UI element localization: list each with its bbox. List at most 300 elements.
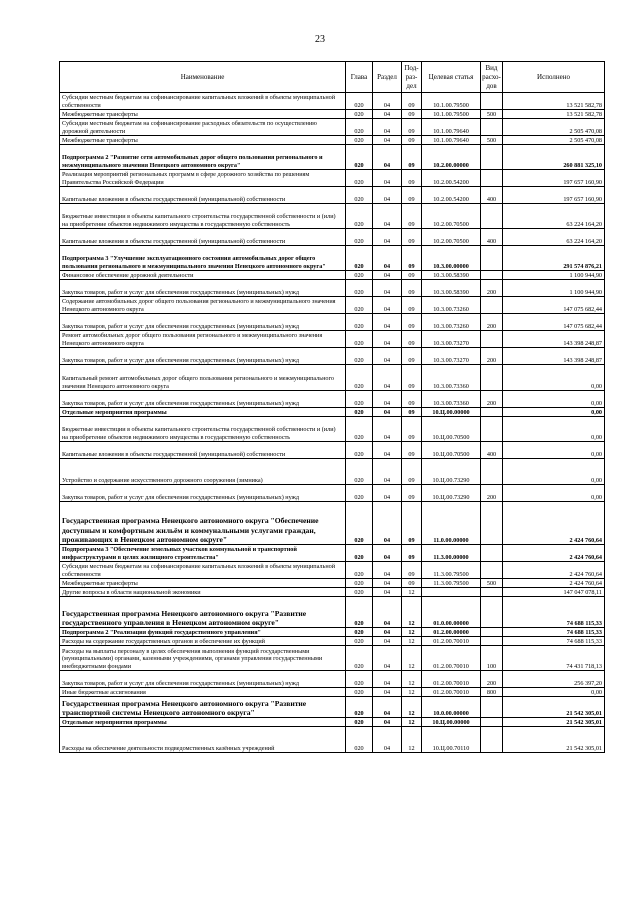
- row-name: Расходы на выплаты персоналу в целях обеспечения выполнения функций государственными (муниципальными) органами, казенными учреждениями, органами управления государственными внебюджетными фондами: [60, 646, 346, 671]
- row-subsection: 09: [402, 442, 422, 459]
- row-executed: 74 688 115,33: [503, 628, 605, 637]
- row-executed: 0,00: [503, 688, 605, 697]
- row-expense-type: [481, 628, 503, 637]
- row-chapter: 020: [346, 246, 373, 271]
- row-executed: 1 100 944,90: [503, 271, 605, 280]
- row-section: 04: [373, 727, 402, 753]
- table-row: [60, 637, 605, 646]
- row-target: 10.3.00.73270: [422, 331, 481, 348]
- row-executed: 13 521 582,78: [503, 93, 605, 110]
- table-row: [60, 145, 605, 170]
- table-row: [60, 579, 605, 588]
- row-name: Закупка товаров, работ и услуг для обеспечения государственных (муниципальных) нужд: [60, 280, 346, 297]
- row-expense-type: [481, 502, 503, 545]
- row-target: 10.0.00.00000: [422, 697, 481, 718]
- table-row: [60, 280, 605, 297]
- row-expense-type: [481, 365, 503, 391]
- row-subsection: 09: [402, 246, 422, 271]
- row-section: 04: [373, 170, 402, 187]
- row-name: Субсидии местным бюджетам на софинансирование капитальных вложений в объекты муниципальной собственности: [60, 562, 346, 579]
- row-expense-type: 400: [481, 187, 503, 204]
- row-executed: 256 397,20: [503, 671, 605, 688]
- row-executed: 2 424 760,64: [503, 545, 605, 562]
- row-subsection: 09: [402, 187, 422, 204]
- row-target: 10.1.00.79640: [422, 119, 481, 136]
- row-name: Капитальные вложения в объекты государственной (муниципальной) собственности: [60, 442, 346, 459]
- row-chapter: 020: [346, 637, 373, 646]
- row-subsection: 12: [402, 727, 422, 753]
- row-executed: 291 574 876,21: [503, 246, 605, 271]
- row-expense-type: [481, 246, 503, 271]
- row-expense-type: [481, 637, 503, 646]
- row-chapter: 020: [346, 187, 373, 204]
- row-expense-type: [481, 408, 503, 417]
- table-row: [60, 408, 605, 417]
- table-row: [60, 688, 605, 697]
- table-row: [60, 545, 605, 562]
- table-row: [60, 93, 605, 110]
- row-executed: 2 424 760,64: [503, 579, 605, 588]
- row-chapter: 020: [346, 579, 373, 588]
- row-chapter: 020: [346, 348, 373, 365]
- row-subsection: 12: [402, 646, 422, 671]
- row-chapter: 020: [346, 485, 373, 502]
- table-row: [60, 110, 605, 119]
- row-chapter: 020: [346, 545, 373, 562]
- row-chapter: 020: [346, 442, 373, 459]
- row-target: 10.Ц.00.73290: [422, 459, 481, 485]
- row-name: Капитальные вложения в объекты государственной (муниципальной) собственности: [60, 187, 346, 204]
- row-target: 10.2.00.54200: [422, 187, 481, 204]
- row-section: 04: [373, 331, 402, 348]
- row-expense-type: [481, 562, 503, 579]
- row-expense-type: [481, 727, 503, 753]
- row-expense-type: 400: [481, 442, 503, 459]
- row-name: Подпрограмма 3 "Улучшение эксплуатационного состояния автомобильных дорог общего пользования регионального и межмуниципального значения Ненецкого автономного округа": [60, 246, 346, 271]
- row-name: Государственная программа Ненецкого автономного округа "Развитие государственного управления в Ненецком автономном округе": [60, 597, 346, 628]
- row-chapter: 020: [346, 119, 373, 136]
- row-name: Государственная программа Ненецкого автономного округа "Обеспечение доступным и комфортным жильём и коммунальными услугами граждан, проживающих в Ненецком автономном округе": [60, 502, 346, 545]
- row-name: Отдельные мероприятия программы: [60, 408, 346, 417]
- row-target: 01.2.00.70010: [422, 688, 481, 697]
- row-expense-type: [481, 417, 503, 442]
- row-chapter: 020: [346, 671, 373, 688]
- row-executed: 2 424 760,64: [503, 562, 605, 579]
- row-chapter: 020: [346, 628, 373, 637]
- row-target: 01.2.00.00000: [422, 628, 481, 637]
- table-row: [60, 697, 605, 718]
- row-chapter: 020: [346, 562, 373, 579]
- row-name: Отдельные мероприятия программы: [60, 718, 346, 727]
- row-target: 10.3.00.73360: [422, 391, 481, 408]
- row-subsection: 12: [402, 688, 422, 697]
- row-section: 04: [373, 502, 402, 545]
- row-expense-type: [481, 93, 503, 110]
- row-expense-type: 500: [481, 579, 503, 588]
- row-target: 10.2.00.70500: [422, 204, 481, 229]
- header-chapter: Глава: [346, 62, 373, 93]
- row-executed: 74 688 115,33: [503, 597, 605, 628]
- row-name: Межбюджетные трансферты: [60, 110, 346, 119]
- row-executed: 197 657 160,90: [503, 170, 605, 187]
- row-expense-type: 200: [481, 391, 503, 408]
- row-name: Бюджетные инвестиции в объекты капитального строительства государственной собственности и (или) на приобретение объектов недвижимого имущества в государственную собственность: [60, 417, 346, 442]
- row-executed: 0,00: [503, 391, 605, 408]
- row-expense-type: [481, 145, 503, 170]
- row-chapter: 020: [346, 391, 373, 408]
- row-target: 10.2.00.70500: [422, 229, 481, 246]
- row-chapter: 020: [346, 314, 373, 331]
- row-target: 10.3.00.73260: [422, 314, 481, 331]
- row-target: 10.2.00.00000: [422, 145, 481, 170]
- row-expense-type: 500: [481, 110, 503, 119]
- table-row: [60, 588, 605, 597]
- table-row: [60, 417, 605, 442]
- row-expense-type: [481, 545, 503, 562]
- row-chapter: 020: [346, 271, 373, 280]
- row-executed: 63 224 164,20: [503, 229, 605, 246]
- row-section: 04: [373, 110, 402, 119]
- row-subsection: 09: [402, 136, 422, 145]
- row-subsection: 09: [402, 545, 422, 562]
- header-subsection: Под- раз- дел: [402, 62, 422, 93]
- row-expense-type: 200: [481, 314, 503, 331]
- row-target: 10.Ц.00.70500: [422, 442, 481, 459]
- row-name: Межбюджетные трансферты: [60, 579, 346, 588]
- row-subsection: 09: [402, 170, 422, 187]
- row-expense-type: 200: [481, 671, 503, 688]
- row-section: 04: [373, 562, 402, 579]
- row-subsection: 09: [402, 348, 422, 365]
- row-section: 04: [373, 697, 402, 718]
- row-target: 10.3.00.73260: [422, 297, 481, 314]
- row-target: 10.Ц.00.70500: [422, 417, 481, 442]
- row-name: Расходы на обеспечение деятельности подведомственных казённых учреждений: [60, 727, 346, 753]
- row-executed: 1 100 944,90: [503, 280, 605, 297]
- table-row: [60, 646, 605, 671]
- row-name: Реализация мероприятий региональных программ в сфере дорожного хозяйства по решениям Правительства Российской Федерации: [60, 170, 346, 187]
- row-expense-type: 800: [481, 688, 503, 697]
- row-name: Подпрограмма 2 "Реализация функций государственного управления": [60, 628, 346, 637]
- row-target: 01.2.00.70010: [422, 671, 481, 688]
- row-name: Межбюджетные трансферты: [60, 136, 346, 145]
- row-section: 04: [373, 718, 402, 727]
- row-section: 04: [373, 365, 402, 391]
- table-row: [60, 562, 605, 579]
- row-target: 01.2.00.70010: [422, 646, 481, 671]
- table-row: [60, 136, 605, 145]
- row-chapter: 020: [346, 459, 373, 485]
- row-section: 04: [373, 391, 402, 408]
- row-subsection: 09: [402, 110, 422, 119]
- row-section: 04: [373, 204, 402, 229]
- row-target: 10.2.00.54200: [422, 170, 481, 187]
- header-expense-type: Вид расхо- дов: [481, 62, 503, 93]
- row-chapter: 020: [346, 646, 373, 671]
- row-section: 04: [373, 246, 402, 271]
- row-chapter: 020: [346, 697, 373, 718]
- row-section: 04: [373, 579, 402, 588]
- row-chapter: 020: [346, 718, 373, 727]
- row-chapter: 020: [346, 136, 373, 145]
- row-chapter: 020: [346, 110, 373, 119]
- row-executed: 0,00: [503, 365, 605, 391]
- row-name: Другие вопросы в области национальной экономики: [60, 588, 346, 597]
- row-subsection: 09: [402, 229, 422, 246]
- row-expense-type: [481, 697, 503, 718]
- row-target: 11.3.00.00000: [422, 545, 481, 562]
- table-row: [60, 331, 605, 348]
- row-subsection: 09: [402, 271, 422, 280]
- row-chapter: 020: [346, 588, 373, 597]
- row-subsection: 09: [402, 417, 422, 442]
- row-subsection: 09: [402, 119, 422, 136]
- row-target: 10.Ц.00.70110: [422, 727, 481, 753]
- row-executed: 197 657 160,90: [503, 187, 605, 204]
- row-name: Закупка товаров, работ и услуг для обеспечения государственных (муниципальных) нужд: [60, 671, 346, 688]
- row-name: Ремонт автомобильных дорог общего пользования регионального и межмуниципального значения Ненецкого автономного округа: [60, 331, 346, 348]
- row-section: 04: [373, 93, 402, 110]
- row-section: 04: [373, 280, 402, 297]
- table-row: [60, 459, 605, 485]
- row-subsection: 09: [402, 502, 422, 545]
- row-expense-type: [481, 718, 503, 727]
- table-row: [60, 271, 605, 280]
- row-chapter: 020: [346, 145, 373, 170]
- row-executed: 63 224 164,20: [503, 204, 605, 229]
- row-section: 04: [373, 688, 402, 697]
- row-section: 04: [373, 229, 402, 246]
- row-target: 11.3.00.79500: [422, 579, 481, 588]
- row-executed: 74 431 718,13: [503, 646, 605, 671]
- row-subsection: 09: [402, 365, 422, 391]
- row-expense-type: [481, 331, 503, 348]
- row-name: Устройство и содержание искусственного дорожного сооружения (зимника): [60, 459, 346, 485]
- row-subsection: 09: [402, 331, 422, 348]
- header-section: Раздел: [373, 62, 402, 93]
- row-expense-type: [481, 119, 503, 136]
- row-section: 04: [373, 637, 402, 646]
- row-executed: 0,00: [503, 442, 605, 459]
- row-section: 04: [373, 187, 402, 204]
- row-chapter: 020: [346, 280, 373, 297]
- table-row: [60, 442, 605, 459]
- row-subsection: 12: [402, 697, 422, 718]
- row-expense-type: [481, 597, 503, 628]
- row-name: Расходы на содержание государственных органов и обеспечение их функций: [60, 637, 346, 646]
- row-subsection: 12: [402, 637, 422, 646]
- row-subsection: 09: [402, 459, 422, 485]
- row-chapter: 020: [346, 331, 373, 348]
- row-subsection: 12: [402, 718, 422, 727]
- row-section: 04: [373, 145, 402, 170]
- header-name: Наименование: [60, 62, 346, 93]
- row-executed: 21 542 305,01: [503, 718, 605, 727]
- row-name: Закупка товаров, работ и услуг для обеспечения государственных (муниципальных) нужд: [60, 314, 346, 331]
- table-row: [60, 204, 605, 229]
- row-expense-type: [481, 170, 503, 187]
- row-subsection: 09: [402, 391, 422, 408]
- row-chapter: 020: [346, 502, 373, 545]
- row-section: 04: [373, 271, 402, 280]
- row-target: 11.0.00.00000: [422, 502, 481, 545]
- row-expense-type: 200: [481, 280, 503, 297]
- row-subsection: 09: [402, 579, 422, 588]
- row-section: 04: [373, 119, 402, 136]
- row-target: 10.3.00.58390: [422, 280, 481, 297]
- row-section: 04: [373, 314, 402, 331]
- table-row: [60, 391, 605, 408]
- row-expense-type: [481, 459, 503, 485]
- budget-table: [59, 61, 605, 753]
- row-executed: 2 424 760,64: [503, 502, 605, 545]
- row-target: 10.1.00.79500: [422, 93, 481, 110]
- row-name: Закупка товаров, работ и услуг для обеспечения государственных (муниципальных) нужд: [60, 485, 346, 502]
- row-name: Содержание автомобильных дорог общего пользования регионального и межмуниципального значения Ненецкого автономного округа: [60, 297, 346, 314]
- row-subsection: 09: [402, 297, 422, 314]
- row-subsection: 09: [402, 408, 422, 417]
- row-expense-type: [481, 271, 503, 280]
- row-name: Закупка товаров, работ и услуг для обеспечения государственных (муниципальных) нужд: [60, 348, 346, 365]
- table-row: [60, 119, 605, 136]
- row-expense-type: 400: [481, 229, 503, 246]
- row-executed: 0,00: [503, 408, 605, 417]
- row-chapter: 020: [346, 170, 373, 187]
- row-executed: 147 047 078,11: [503, 588, 605, 597]
- row-subsection: 09: [402, 485, 422, 502]
- row-name: Иные бюджетные ассигнования: [60, 688, 346, 697]
- row-name: Закупка товаров, работ и услуг для обеспечения государственных (муниципальных) нужд: [60, 391, 346, 408]
- row-section: 04: [373, 671, 402, 688]
- row-chapter: 020: [346, 408, 373, 417]
- row-section: 04: [373, 348, 402, 365]
- table-row: [60, 170, 605, 187]
- table-row: [60, 718, 605, 727]
- row-subsection: 12: [402, 671, 422, 688]
- row-target: 01.2.00.70010: [422, 637, 481, 646]
- row-subsection: 09: [402, 314, 422, 331]
- row-section: 04: [373, 297, 402, 314]
- row-chapter: 020: [346, 365, 373, 391]
- table-row: [60, 502, 605, 545]
- row-name: Капитальные вложения в объекты государственной (муниципальной) собственности: [60, 229, 346, 246]
- row-target: 10.1.00.79640: [422, 136, 481, 145]
- row-expense-type: [481, 204, 503, 229]
- table-row: [60, 671, 605, 688]
- table-row: [60, 597, 605, 628]
- row-subsection: 12: [402, 628, 422, 637]
- row-name: Капитальный ремонт автомобильных дорог общего пользования регионального и межмуниципального значения Ненецкого автономного округа: [60, 365, 346, 391]
- row-section: 04: [373, 417, 402, 442]
- row-chapter: 020: [346, 204, 373, 229]
- row-subsection: 12: [402, 597, 422, 628]
- row-target: 10.Ц.00.73290: [422, 485, 481, 502]
- row-section: 04: [373, 545, 402, 562]
- row-executed: 0,00: [503, 417, 605, 442]
- table-row: [60, 365, 605, 391]
- table-row: [60, 348, 605, 365]
- row-target: 10.Ц.00.00000: [422, 408, 481, 417]
- row-expense-type: 500: [481, 136, 503, 145]
- row-section: 04: [373, 628, 402, 637]
- row-expense-type: 200: [481, 348, 503, 365]
- row-subsection: 09: [402, 204, 422, 229]
- row-executed: 143 398 248,87: [503, 348, 605, 365]
- table-row: [60, 485, 605, 502]
- row-executed: 260 881 325,10: [503, 145, 605, 170]
- row-executed: 0,00: [503, 459, 605, 485]
- table-row: [60, 297, 605, 314]
- row-section: 04: [373, 408, 402, 417]
- row-section: 04: [373, 597, 402, 628]
- row-name: Субсидии местным бюджетам на софинансирование капитальных вложений в объекты муниципальной собственности: [60, 93, 346, 110]
- row-name: Субсидии местным бюджетам на софинансирование расходных обязательств по осуществлению дорожной деятельности: [60, 119, 346, 136]
- row-executed: 13 521 582,78: [503, 110, 605, 119]
- row-subsection: 09: [402, 280, 422, 297]
- table-row: [60, 246, 605, 271]
- table-header-row: [60, 62, 605, 93]
- row-name: Финансовое обеспечение дорожной деятельности: [60, 271, 346, 280]
- row-name: Государственная программа Ненецкого автономного округа "Развитие транспортной системы Ненецкого автономного округа": [60, 697, 346, 718]
- row-executed: 147 075 682,44: [503, 297, 605, 314]
- row-executed: 0,00: [503, 485, 605, 502]
- row-executed: 21 542 305,01: [503, 697, 605, 718]
- row-section: 04: [373, 588, 402, 597]
- row-section: 04: [373, 442, 402, 459]
- row-target: 11.3.00.79500: [422, 562, 481, 579]
- row-executed: 21 542 305,01: [503, 727, 605, 753]
- row-section: 04: [373, 459, 402, 485]
- table-row: [60, 187, 605, 204]
- row-expense-type: 200: [481, 485, 503, 502]
- row-section: 04: [373, 136, 402, 145]
- row-target: 10.1.00.79500: [422, 110, 481, 119]
- row-expense-type: [481, 588, 503, 597]
- row-subsection: 09: [402, 562, 422, 579]
- row-chapter: 020: [346, 229, 373, 246]
- row-executed: 143 398 248,87: [503, 331, 605, 348]
- row-chapter: 020: [346, 93, 373, 110]
- table-row: [60, 229, 605, 246]
- page-number: 23: [315, 34, 325, 45]
- header-executed: Исполнено: [503, 62, 605, 93]
- row-name: Подпрограмма 3 "Обеспечение земельных участков коммунальной и транспортной инфраструктурами в целях жилищного строительства": [60, 545, 346, 562]
- table-row: [60, 314, 605, 331]
- row-executed: 2 505 470,08: [503, 136, 605, 145]
- header-target: Целевая статья: [422, 62, 481, 93]
- row-section: 04: [373, 485, 402, 502]
- row-section: 04: [373, 646, 402, 671]
- row-executed: 2 505 470,08: [503, 119, 605, 136]
- row-expense-type: 100: [481, 646, 503, 671]
- row-subsection: 12: [402, 588, 422, 597]
- row-executed: 147 075 682,44: [503, 314, 605, 331]
- table-row: [60, 628, 605, 637]
- row-chapter: 020: [346, 597, 373, 628]
- row-name: Бюджетные инвестиции в объекты капитального строительства государственной собственности и (или) на приобретение объектов недвижимого имущества в государственную собственность: [60, 204, 346, 229]
- row-target: 10.3.00.00000: [422, 246, 481, 271]
- row-chapter: 020: [346, 727, 373, 753]
- table-row: [60, 727, 605, 753]
- row-expense-type: [481, 297, 503, 314]
- row-chapter: 020: [346, 417, 373, 442]
- row-target: 10.3.00.58390: [422, 271, 481, 280]
- row-chapter: 020: [346, 297, 373, 314]
- row-name: Подпрограмма 2 "Развитие сети автомобильных дорог общего пользования регионального и межмуниципального значения Ненецкого автономного округа": [60, 145, 346, 170]
- row-target: 01.0.00.00000: [422, 597, 481, 628]
- row-target: 10.Ц.00.00000: [422, 718, 481, 727]
- row-subsection: 09: [402, 145, 422, 170]
